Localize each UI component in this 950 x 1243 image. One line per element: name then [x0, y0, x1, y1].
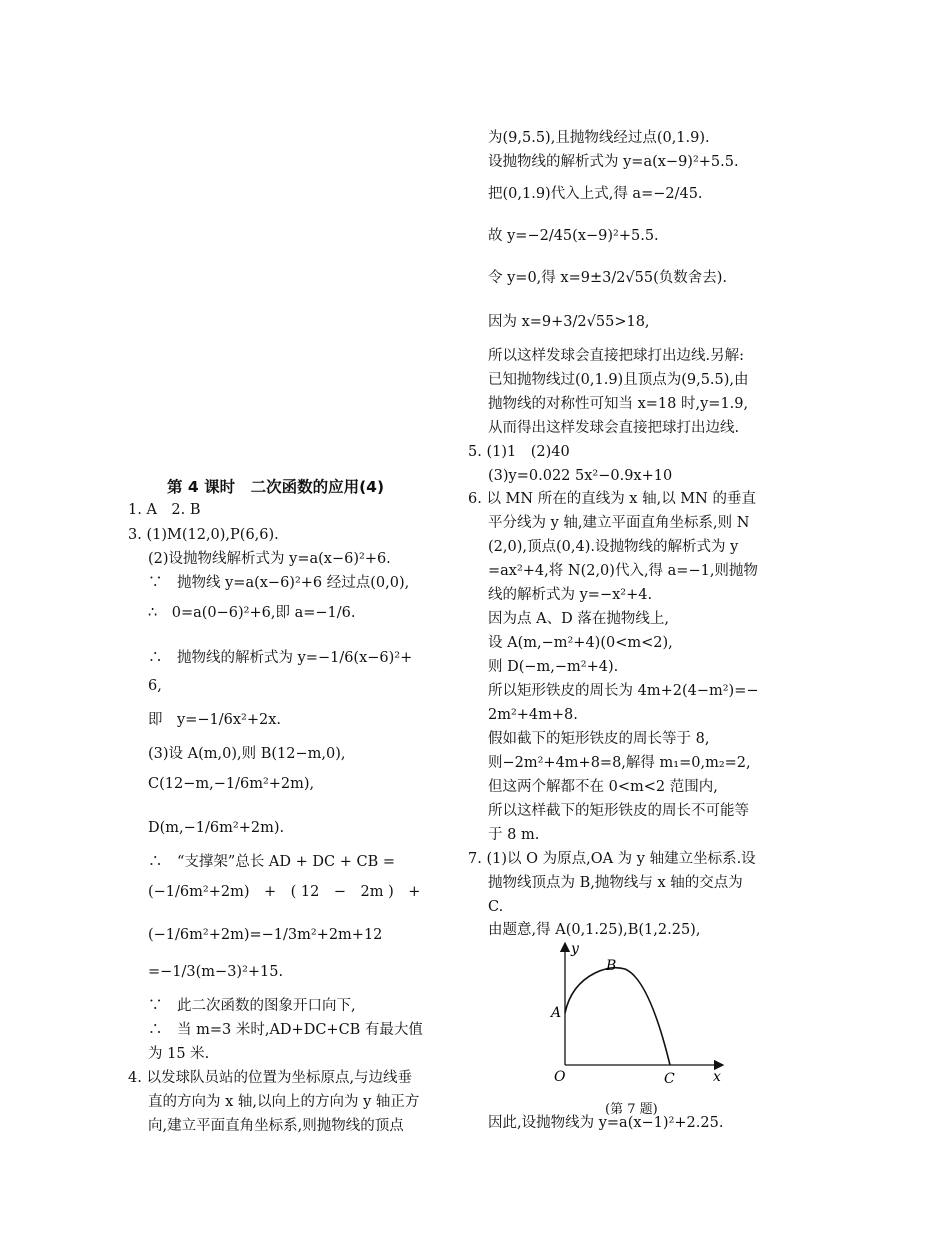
- text-line: 设抛物线的解析式为 y=a(x−9)²+5.5.: [488, 154, 739, 170]
- text-line: 故 y=−2/45(x−9)²+5.5.: [488, 228, 659, 244]
- text-line: 令 y=0,得 x=9±3/2√55(负数舍去).: [488, 270, 728, 286]
- text-line: ∵ 此二次函数的图象开口向下,: [148, 998, 356, 1014]
- text-line: 所以矩形铁皮的周长为 4m+2(4−m²)=−: [488, 683, 759, 699]
- text-line: 因为点 A、D 落在抛物线上,: [488, 611, 669, 627]
- text-line: 由题意,得 A(0,1.25),B(1,2.25),: [488, 922, 701, 938]
- text-line: (3)设 A(m,0),则 B(12−m,0),: [148, 746, 346, 762]
- text-line: 从而得出这样发球会直接把球打出边线.: [488, 420, 740, 436]
- text-line: 4. 以发球队员站的位置为坐标原点,与边线垂: [128, 1070, 413, 1086]
- text-line: ∴ “支撑架”总长 AD + DC + CB =: [148, 854, 395, 870]
- label-o: O: [554, 1069, 566, 1085]
- text-line: 抛物线的对称性可知当 x=18 时,y=1.9,: [488, 396, 749, 412]
- label-c: C: [664, 1071, 675, 1087]
- text-line: =ax²+4,将 N(2,0)代入,得 a=−1,则抛物: [488, 563, 758, 579]
- text-line: C(12−m,−1/6m²+2m),: [148, 776, 315, 792]
- text-line: 假如截下的矩形铁皮的周长等于 8,: [488, 731, 710, 747]
- text-line: 直的方向为 x 轴,以向上的方向为 y 轴正方: [148, 1094, 420, 1110]
- text-line: 所以这样截下的矩形铁皮的周长不可能等: [488, 803, 749, 819]
- text-line: 所以这样发球会直接把球打出边线.另解:: [488, 348, 744, 364]
- text-line: 则−2m²+4m+8=8,解得 m₁=0,m₂=2,: [488, 755, 751, 771]
- text-line: 6,: [148, 678, 162, 694]
- label-y: y: [571, 941, 579, 957]
- text-line: 2m²+4m+8.: [488, 707, 578, 723]
- text-line: 于 8 m.: [488, 827, 540, 843]
- text-line: ∴ 抛物线的解析式为 y=−1/6(x−6)²+: [148, 650, 413, 666]
- text-line: (−1/6m²+2m) + ( 12 − 2m ) +: [148, 884, 421, 900]
- text-line: 因此,设抛物线为 y=a(x−1)²+2.25.: [488, 1115, 724, 1131]
- label-x: x: [713, 1069, 721, 1085]
- text-line: D(m,−1/6m²+2m).: [148, 820, 285, 836]
- text-line: 5. (1)1 (2)40: [468, 444, 570, 460]
- text-line: 抛物线顶点为 B,抛物线与 x 轴的交点为: [488, 875, 743, 891]
- text-line: 平分线为 y 轴,建立平面直角坐标系,则 N: [488, 515, 750, 531]
- text-line: 为 15 米.: [148, 1046, 210, 1062]
- text-line: 把(0,1.9)代入上式,得 a=−2/45.: [488, 186, 703, 202]
- text-line: C.: [488, 899, 504, 915]
- figure-caption: (第 7 题): [605, 1102, 658, 1117]
- text-line: ∵ 抛物线 y=a(x−6)²+6 经过点(0,0),: [148, 575, 410, 591]
- parabola-figure: [545, 935, 735, 1095]
- text-line: 即 y=−1/6x²+2x.: [148, 712, 281, 728]
- parabola-curve: [565, 968, 670, 1065]
- text-line: 3. (1)M(12,0),P(6,6).: [128, 527, 279, 543]
- text-line: 6. 以 MN 所在的直线为 x 轴,以 MN 的垂直: [468, 491, 756, 507]
- text-line: ∴ 当 m=3 米时,AD+DC+CB 有最大值: [148, 1022, 423, 1038]
- text-line: 已知抛物线过(0,1.9)且顶点为(9,5.5),由: [488, 372, 749, 388]
- text-line: (2,0),顶点(0,4).设抛物线的解析式为 y: [488, 539, 739, 555]
- text-line: 则 D(−m,−m²+4).: [488, 659, 619, 675]
- label-b: B: [606, 958, 617, 974]
- label-a: A: [551, 1005, 562, 1021]
- section-title: 第 4 课时 二次函数的应用(4): [167, 478, 385, 496]
- text-line: 向,建立平面直角坐标系,则抛物线的顶点: [148, 1118, 404, 1134]
- text-line: (−1/6m²+2m)=−1/3m²+2m+12: [148, 927, 383, 943]
- text-line: (3)y=0.022 5x²−0.9x+10: [488, 468, 673, 484]
- text-line: 1. A 2. B: [128, 502, 201, 518]
- text-line: =−1/3(m−3)²+15.: [148, 964, 284, 980]
- text-line: 但这两个解都不在 0<m<2 范围内,: [488, 779, 718, 795]
- text-line: 因为 x=9+3/2√55>18,: [488, 314, 650, 330]
- text-line: (2)设抛物线解析式为 y=a(x−6)²+6.: [148, 551, 391, 567]
- text-line: 7. (1)以 O 为原点,OA 为 y 轴建立坐标系.设: [468, 851, 756, 867]
- text-line: 设 A(m,−m²+4)(0<m<2),: [488, 635, 673, 651]
- text-line: 为(9,5.5),且抛物线经过点(0,1.9).: [488, 130, 710, 146]
- text-line: ∴ 0=a(0−6)²+6,即 a=−1/6.: [148, 605, 356, 621]
- text-line: 线的解析式为 y=−x²+4.: [488, 587, 653, 603]
